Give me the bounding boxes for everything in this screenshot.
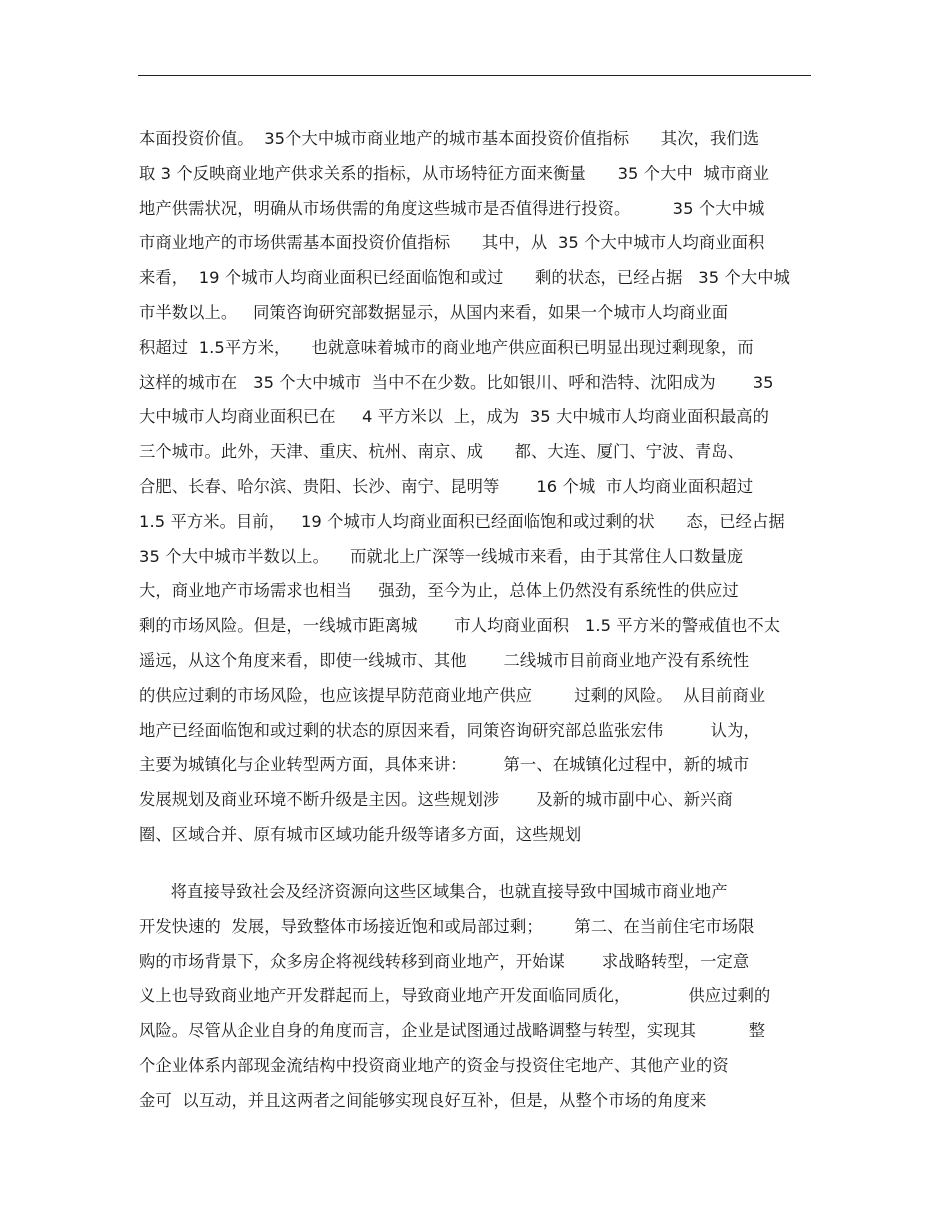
text-line: 合肥、长春、哈尔滨、贵阳、长沙、南宁、昆明等 16 个城 市人均商业面积超过 [139,476,754,496]
text-line: 风险。尽管从企业自身的角度而言，企业是试图通过战略调整与转型，实现其 整 [139,1021,766,1041]
text-line: 购的市场背景下，众多房企将视线转移到商业地产，开始谋 求战略转型，一定意 [139,951,750,971]
text-line: 大，商业地产市场需求也相当 强劲，至今为止，总体上仍然没有系统性的供应过 [139,581,739,601]
text-line: 三个城市。此外，天津、重庆、杭州、南京、成 都、大连、厦门、宁波、青岛、 [139,442,744,462]
text-line: 本面投资价值。 35个大中城市商业地产的城市基本面投资价值指标 其次，我们选 [139,129,760,148]
text-line: 地产供需状况，明确从市场供需的角度这些城市是否值得进行投资。 35 个大中城 [139,198,765,218]
text-line: 将直接导致社会及经济资源向这些区域集合，也就直接导致中国城市商业地产 [139,882,728,901]
text-line: 来看， 19 个城市人均商业面积已经面临饱和或过 剩的状态，已经占据 35 个大中城 [139,268,790,288]
paragraph-1 [139,122,819,853]
text-line: 市半数以上。 同策咨询研究部数据显示，从国内来看，如果一个城市人均商业面 [139,302,729,322]
text-line: 个企业体系内部现金流结构中投资商业地产的资金与投资住宅地产、其他产业的资 [139,1055,729,1075]
text-line: 主要为城镇化与企业转型两方面，具体来讲： 第一、在城镇化过程中，新的城市 [139,755,750,775]
header-rule [138,75,811,76]
text-line: 35 个大中城市半数以上。 而就北上广深等一线城市来看，由于其常住人口数量庞 [139,546,744,566]
text-line: 1.5 平方米。目前， 19 个城市人均商业面积已经面临饱和或过剩的状 态，已经占据 [139,511,785,531]
text-line: 金可 以互动，并且这两者之间能够实现良好互补，但是，从整个市场的角度来 [139,1090,707,1110]
text-line: 剩的市场风险。但是，一线城市距离城 市人均商业面积 1.5 平方米的警戒值也不太 [139,616,781,636]
text-line: 义上也导致商业地产开发群起而上，导致商业地产开发面临同质化， 供应过剩的 [139,986,771,1006]
text-line: 圈、区域合并、原有城市区域功能升级等诸多方面，这些规划 [139,824,582,844]
text-line: 大中城市人均商业面积已在 4 平方米以 上，成为 35 大中城市人均商业面积最高的 [139,407,769,427]
text-line: 地产已经面临饱和或过剩的状态的原因来看，同策咨询研究部总监张宏伟 认为， [139,720,760,740]
paragraph-2 [139,875,819,1119]
text-line: 发展规划及商业环境不断升级是主因。这些规划涉 及新的城市副中心、新兴商 [139,790,733,810]
text-line: 的供应过剩的市场风险，也应该提早防范商业地产供应 过剩的风险。 从目前商业 [139,685,766,705]
text-line: 开发快速的 发展，导致整体市场接近饱和或局部过剩； 第二、在当前住宅市场限 [139,916,755,936]
text-line: 积超过 1.5平方米， 也就意味着城市的商业地产供应面积已明显出现过剩现象，而 [139,337,754,357]
text-line: 这样的城市在 35 个大中城市 当中不在少数。比如银川、呼和浩特、沈阳成为 35 [139,372,774,392]
text-line: 市商业地产的市场供需基本面投资价值指标 其中，从 35 个大中城市人均商业面积 [139,233,765,253]
text-line: 遥远，从这个角度来看，即使一线城市、其他 二线城市目前商业地产没有系统性 [139,650,750,670]
text-line: 取 3 个反映商业地产供求关系的指标，从市场特征方面来衡量 35 个大中 城市商业 [139,163,769,183]
